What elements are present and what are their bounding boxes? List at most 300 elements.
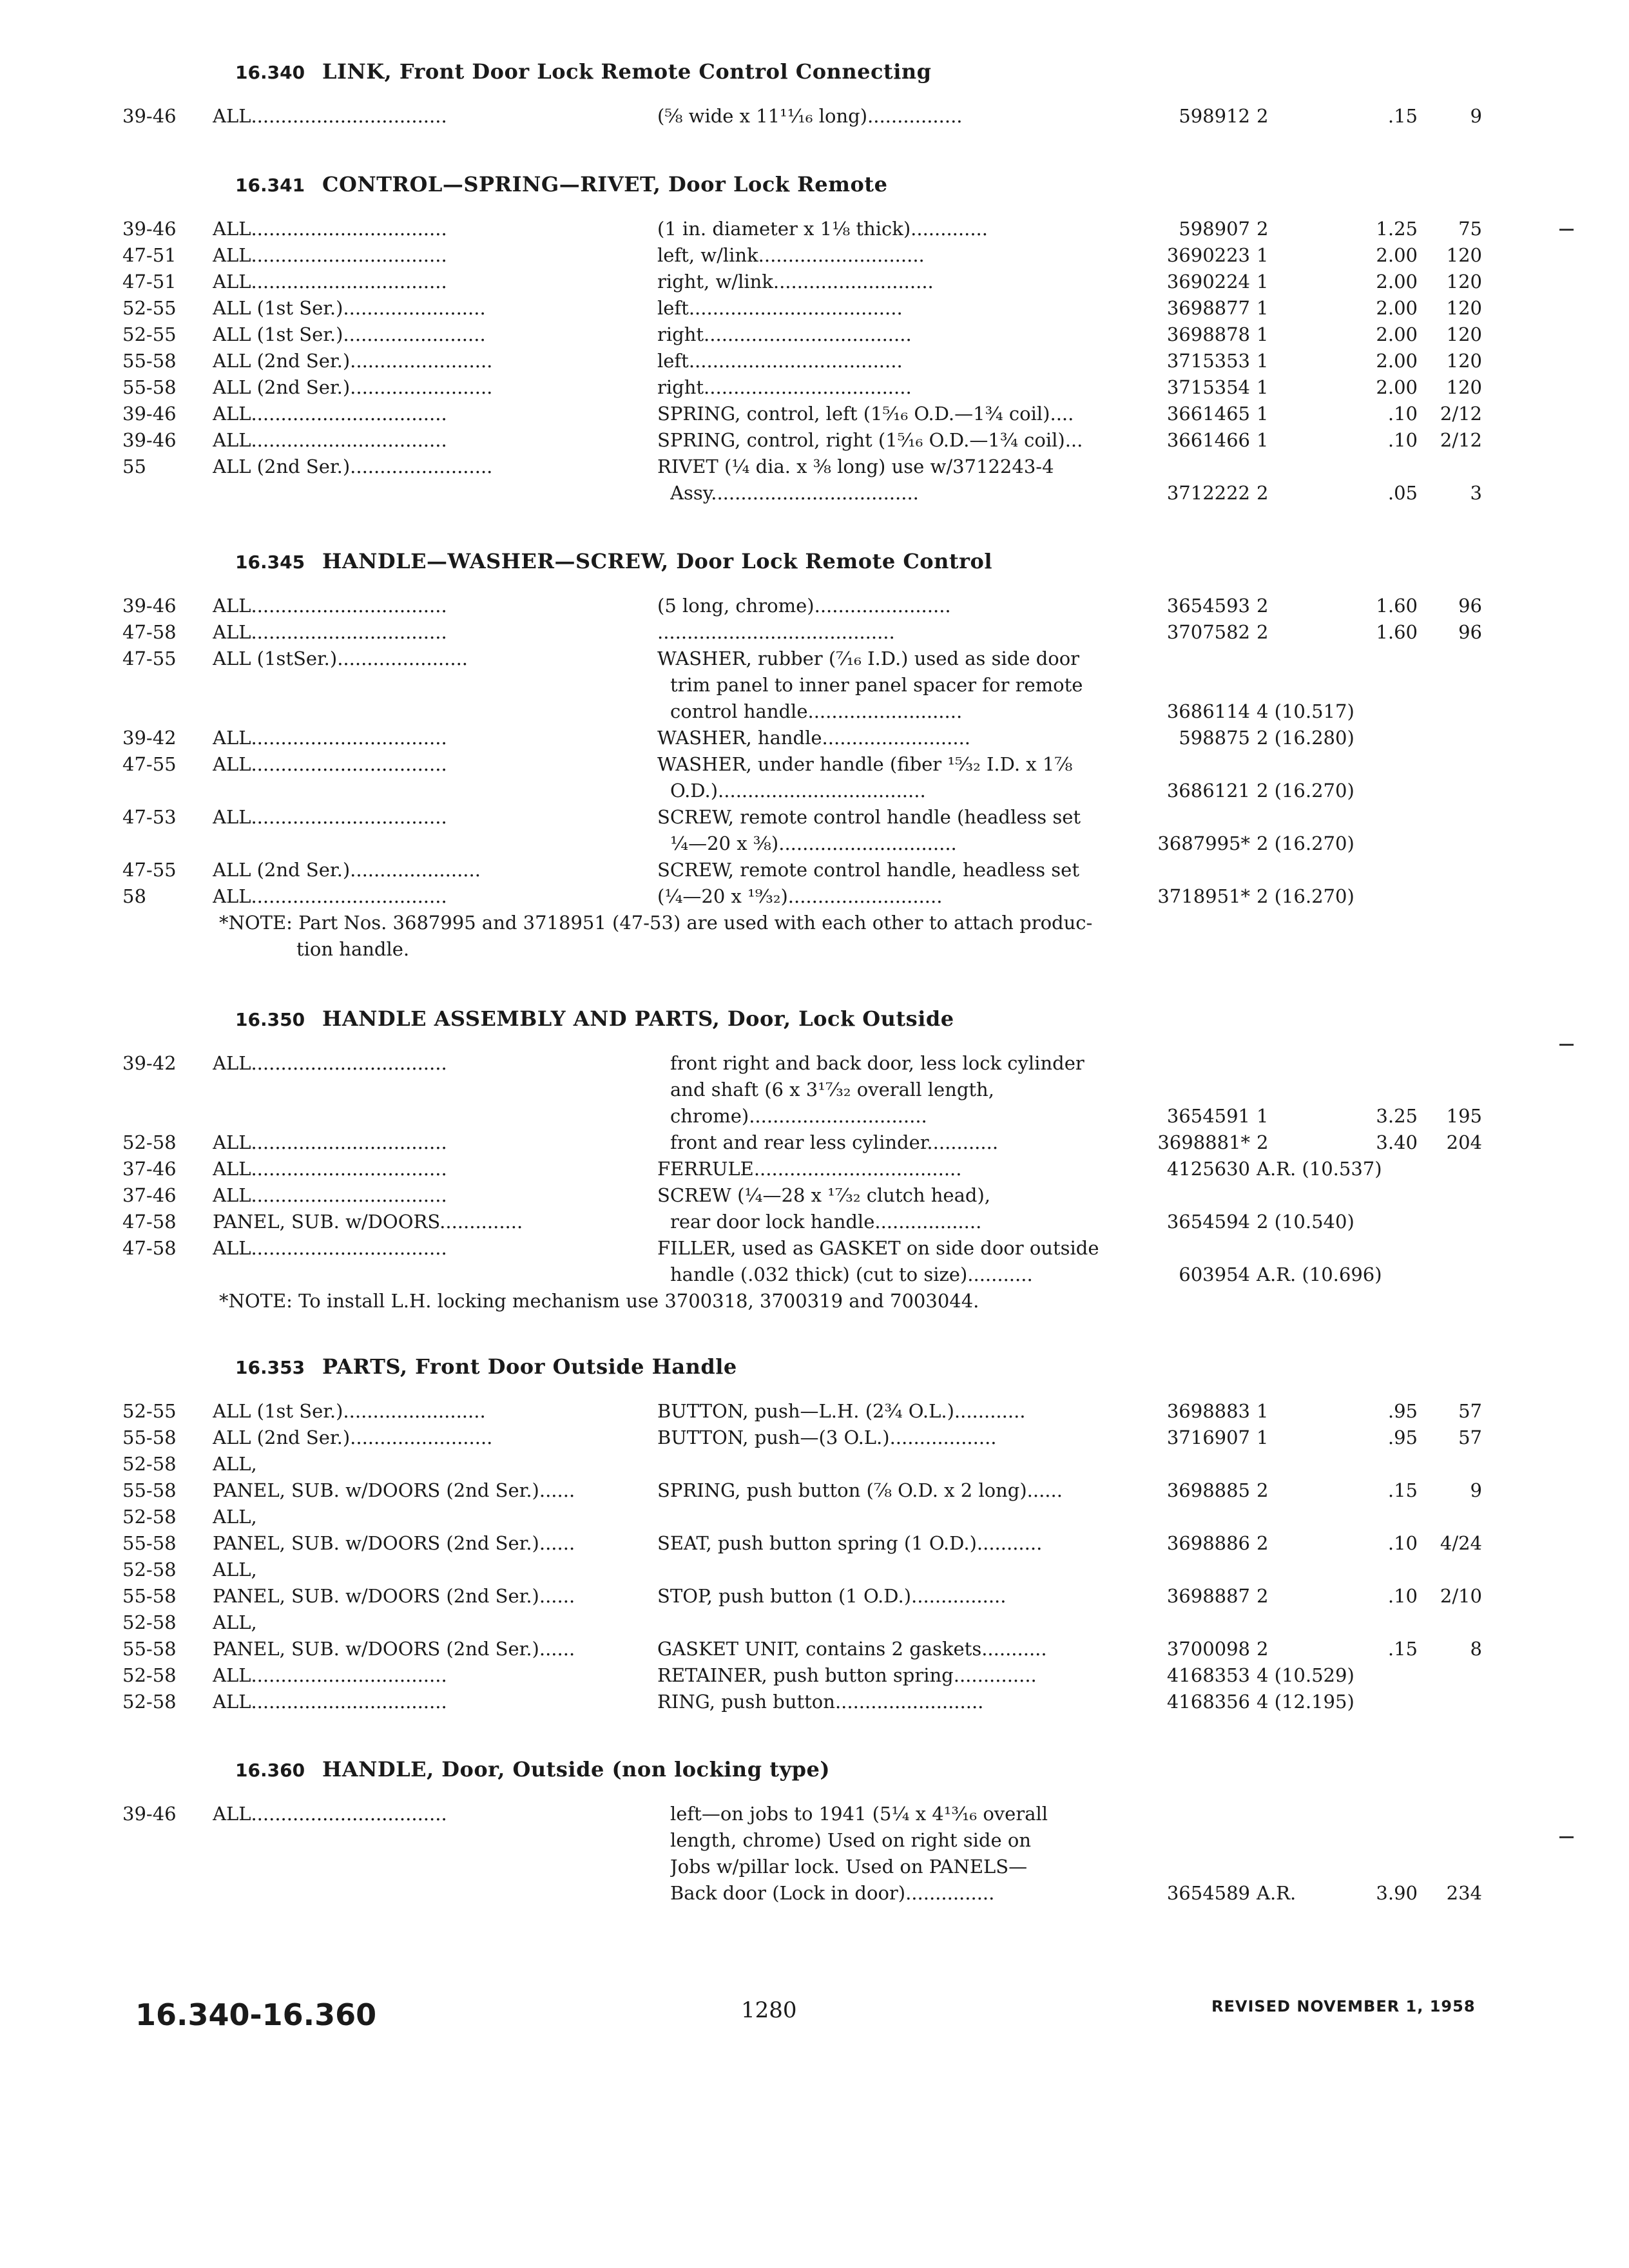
model-years: 47-58 (122, 621, 177, 643)
part-number: 3698885 (1166, 1479, 1250, 1501)
model-years: 52-58 (122, 1611, 177, 1633)
list-price: .10 (1387, 403, 1418, 425)
package-quantity: 57 (1458, 1427, 1482, 1448)
parts-row (122, 1827, 1489, 1854)
part-description: GASKET UNIT, contains 2 gaskets........... (657, 1638, 1047, 1660)
parts-row (122, 427, 1489, 454)
application: ALL, (213, 1453, 257, 1475)
part-description: left, w/link............................ (657, 244, 925, 266)
parts-row (122, 1077, 1489, 1103)
section-heading (122, 171, 1489, 216)
section-title: HANDLE—WASHER—SCREW, Door Lock Remote Control (322, 549, 993, 573)
part-number: 3698887 (1166, 1585, 1250, 1607)
part-description: left—on jobs to 1941 (5¼ x 4¹³⁄₁₆ overall (670, 1803, 1048, 1825)
section-note (219, 1288, 1121, 1314)
quantity: 2 (1257, 621, 1269, 643)
quantity: 2 (1257, 105, 1269, 127)
section-heading (122, 1005, 1489, 1050)
quantity: 2 (1257, 1532, 1269, 1554)
quantity: 1 (1257, 403, 1269, 425)
quantity: 2 (1257, 218, 1269, 240)
list-price: 2.00 (1376, 376, 1418, 398)
part-description: front and rear less cylinder............ (670, 1131, 999, 1153)
catalog-section (122, 1756, 1489, 1907)
quantity: 2 (1257, 1131, 1269, 1153)
parts-row (122, 103, 1489, 130)
parts-row (122, 1504, 1489, 1530)
package-quantity: 120 (1446, 376, 1482, 398)
catalog-section (122, 171, 1489, 506)
package-quantity: 2/10 (1440, 1585, 1482, 1607)
list-price: .15 (1387, 1479, 1418, 1501)
part-description: chrome).............................. (670, 1105, 927, 1127)
catalog-section (122, 58, 1489, 130)
catalog-section (122, 1005, 1489, 1314)
application: PANEL, SUB. w/DOORS (2nd Ser.)...... (213, 1479, 575, 1501)
quantity: 1 (1257, 1105, 1269, 1127)
application: ALL................................. (213, 1131, 447, 1153)
model-years: 39-42 (122, 1052, 177, 1074)
application: ALL................................. (213, 1664, 447, 1686)
parts-row (122, 374, 1489, 401)
part-description: left.................................... (657, 350, 903, 372)
application: ALL (2nd Ser.)........................ (213, 456, 493, 477)
part-description: SPRING, control, left (1⁵⁄₁₆ O.D.—1¾ coil).... (657, 403, 1074, 425)
list-price: 3.40 (1376, 1131, 1418, 1153)
quantity: 4 (10.517) (1257, 700, 1354, 722)
application: ALL (2nd Ser.)........................ (213, 376, 493, 398)
parts-row (122, 804, 1489, 831)
section-title: CONTROL—SPRING—RIVET, Door Lock Remote (322, 172, 888, 197)
parts-row (122, 1689, 1489, 1715)
package-quantity: 120 (1446, 350, 1482, 372)
quantity: 2 (16.280) (1257, 727, 1354, 749)
part-description: Jobs w/pillar lock. Used on PANELS— (670, 1856, 1028, 1878)
list-price: 1.60 (1376, 595, 1418, 617)
quantity: 2 (1257, 1638, 1269, 1660)
part-description: WASHER, under handle (fiber ¹⁵⁄₃₂ I.D. x 1⅞ (657, 753, 1073, 775)
note-line: *NOTE: To install L.H. locking mechanism use 3700318, 3700319 and 7003044. (219, 1290, 979, 1312)
part-number: 3715353 (1166, 350, 1250, 372)
application: ALL (2nd Ser.)........................ (213, 350, 493, 372)
parts-row (122, 1801, 1489, 1827)
quantity: 1 (1257, 350, 1269, 372)
quantity: 2 (16.270) (1257, 832, 1354, 854)
parts-row (122, 269, 1489, 295)
package-quantity: 120 (1446, 271, 1482, 293)
package-quantity: 4/24 (1440, 1532, 1482, 1554)
margin-mark (1559, 1044, 1574, 1046)
model-years: 39-46 (122, 218, 177, 240)
model-years: 55-58 (122, 1638, 177, 1660)
parts-row (122, 1636, 1489, 1662)
part-number: 3712222 (1166, 482, 1250, 504)
part-number: 3654593 (1166, 595, 1250, 617)
application: ALL................................. (213, 1052, 447, 1074)
part-number: 3661466 (1166, 429, 1250, 451)
model-years: 37-46 (122, 1158, 177, 1180)
list-price: 2.00 (1376, 244, 1418, 266)
part-description: BUTTON, push—(3 O.L.).................. (657, 1427, 997, 1448)
quantity: 1 (1257, 297, 1269, 319)
part-description: control handle.......................... (670, 700, 963, 722)
note-line: *NOTE: Part Nos. 3687995 and 3718951 (47-53) are used with each other to attach produc- (219, 912, 1093, 934)
package-quantity: 96 (1458, 595, 1482, 617)
part-number: 598907 (1179, 218, 1250, 240)
parts-row (122, 295, 1489, 322)
application: ALL................................. (213, 753, 447, 775)
application: ALL................................. (213, 244, 447, 266)
note-line: tion handle. (296, 938, 410, 960)
part-number: 4125630 (1166, 1158, 1250, 1180)
parts-row (122, 1557, 1489, 1583)
parts-row (122, 831, 1489, 857)
part-description: handle (.032 thick) (cut to size)........... (670, 1264, 1033, 1285)
application: ALL, (213, 1611, 257, 1633)
model-years: 37-46 (122, 1184, 177, 1206)
list-price: .10 (1387, 1585, 1418, 1607)
list-price: 3.90 (1376, 1882, 1418, 1904)
package-quantity: 96 (1458, 621, 1482, 643)
quantity: 1 (1257, 376, 1269, 398)
quantity: 1 (1257, 429, 1269, 451)
application: ALL................................. (213, 885, 447, 907)
parts-row (122, 1477, 1489, 1504)
quantity: 2 (1257, 1585, 1269, 1607)
package-quantity: 3 (1470, 482, 1482, 504)
part-number: 3686114 (1166, 700, 1250, 722)
parts-row (122, 1209, 1489, 1235)
part-description: (⅝ wide x 11¹¹⁄₁₆ long)................ (657, 105, 963, 127)
quantity: 4 (10.529) (1257, 1664, 1354, 1686)
application: ALL................................. (213, 105, 447, 127)
model-years: 47-58 (122, 1211, 177, 1233)
quantity: 2 (1257, 595, 1269, 617)
application: ALL................................. (213, 1237, 447, 1259)
parts-row (122, 1610, 1489, 1636)
parts-row (122, 480, 1489, 506)
list-price: .15 (1387, 105, 1418, 127)
model-years: 39-46 (122, 105, 177, 127)
part-description: and shaft (6 x 3¹⁷⁄₃₂ overall length, (670, 1079, 994, 1100)
parts-row (122, 778, 1489, 804)
section-range-code: 16.340-16.360 (135, 1997, 377, 2032)
parts-row (122, 883, 1489, 910)
parts-row (122, 1583, 1489, 1610)
part-description: BUTTON, push—L.H. (2¾ O.L.)............ (657, 1400, 1026, 1422)
package-quantity: 120 (1446, 297, 1482, 319)
part-number: 3715354 (1166, 376, 1250, 398)
parts-row (122, 348, 1489, 374)
parts-row (122, 1530, 1489, 1557)
parts-row (122, 1182, 1489, 1209)
part-number: 3686121 (1166, 780, 1250, 802)
application: PANEL, SUB. w/DOORS (2nd Ser.)...... (213, 1638, 575, 1660)
part-description: right................................... (657, 376, 912, 398)
package-quantity: 75 (1458, 218, 1482, 240)
list-price: 2.00 (1376, 271, 1418, 293)
part-description: O.D.)................................... (670, 780, 926, 802)
model-years: 52-55 (122, 323, 177, 345)
part-description: RING, push button......................... (657, 1691, 984, 1713)
parts-row (122, 1451, 1489, 1477)
section-title: LINK, Front Door Lock Remote Control Connecting (322, 59, 932, 84)
part-description: FILLER, used as GASKET on side door outside (657, 1237, 1099, 1259)
application: ALL................................. (213, 1158, 447, 1180)
model-years: 52-58 (122, 1506, 177, 1528)
part-number: 598875 (1179, 727, 1250, 749)
package-quantity: 234 (1446, 1882, 1482, 1904)
application: ALL................................. (213, 403, 447, 425)
model-years: 52-58 (122, 1559, 177, 1581)
list-price: 2.00 (1376, 350, 1418, 372)
list-price: 1.60 (1376, 621, 1418, 643)
quantity: 4 (12.195) (1257, 1691, 1354, 1713)
list-price: .95 (1387, 1427, 1418, 1448)
quantity: 2 (1257, 482, 1269, 504)
revision-date: REVISED NOVEMBER 1, 1958 (1211, 1997, 1476, 2015)
quantity: 1 (1257, 1400, 1269, 1422)
application: ALL................................. (213, 621, 447, 643)
quantity: 1 (1257, 271, 1269, 293)
application: PANEL, SUB. w/DOORS (2nd Ser.)...... (213, 1585, 575, 1607)
package-quantity: 120 (1446, 323, 1482, 345)
package-quantity: 120 (1446, 244, 1482, 266)
quantity: A.R. (10.696) (1257, 1264, 1382, 1285)
part-description: WASHER, handle......................... (657, 727, 971, 749)
part-description: trim panel to inner panel spacer for remote (670, 674, 1083, 696)
model-years: 55-58 (122, 1585, 177, 1607)
application: ALL................................. (213, 1803, 447, 1825)
parts-row (122, 698, 1489, 725)
model-years: 52-55 (122, 297, 177, 319)
model-years: 55-58 (122, 1479, 177, 1501)
part-description: right................................... (657, 323, 912, 345)
model-years: 55-58 (122, 376, 177, 398)
part-description: front right and back door, less lock cylinder (670, 1052, 1084, 1074)
parts-row (122, 725, 1489, 751)
parts-row (122, 1103, 1489, 1129)
model-years: 55-58 (122, 350, 177, 372)
part-number: 3698883 (1166, 1400, 1250, 1422)
package-quantity: 2/12 (1440, 403, 1482, 425)
quantity: 2 (1257, 1479, 1269, 1501)
part-description: (1 in. diameter x 1⅛ thick)............. (657, 218, 988, 240)
model-years: 52-58 (122, 1131, 177, 1153)
model-years: 52-58 (122, 1691, 177, 1713)
section-number: 16.360 (235, 1760, 305, 1781)
parts-row (122, 1156, 1489, 1182)
page-number: 1280 (741, 1997, 797, 2023)
quantity: 1 (1257, 323, 1269, 345)
section-number: 16.350 (235, 1009, 305, 1030)
part-description: SCREW, remote control handle, headless set (657, 859, 1079, 881)
list-price: .10 (1387, 429, 1418, 451)
part-description: STOP, push button (1 O.D.)................ (657, 1585, 1007, 1607)
part-description: length, chrome) Used on right side on (670, 1829, 1031, 1851)
section-heading (122, 1756, 1489, 1801)
model-years: 47-55 (122, 648, 177, 669)
part-number: 3698881* (1157, 1131, 1250, 1153)
part-description: (¼—20 x ¹⁹⁄₃₂).......................... (657, 885, 943, 907)
parts-row (122, 1425, 1489, 1451)
application: ALL................................. (213, 806, 447, 828)
quantity: 2 (16.270) (1257, 780, 1354, 802)
application: ALL (2nd Ser.)...................... (213, 859, 481, 881)
part-number: 3698878 (1166, 323, 1250, 345)
model-years: 55-58 (122, 1427, 177, 1448)
parts-row (122, 216, 1489, 242)
part-description: FERRULE................................... (657, 1158, 962, 1180)
section-title: HANDLE ASSEMBLY AND PARTS, Door, Lock Outside (322, 1006, 954, 1031)
model-years: 52-55 (122, 1400, 177, 1422)
package-quantity: 195 (1446, 1105, 1482, 1127)
application: ALL, (213, 1506, 257, 1528)
section-note (219, 910, 1121, 963)
part-description: SCREW, remote control handle (headless set (657, 806, 1081, 828)
section-number: 16.341 (235, 175, 305, 196)
section-title: PARTS, Front Door Outside Handle (322, 1354, 737, 1379)
section-number: 16.340 (235, 62, 305, 83)
part-description: (5 long, chrome)....................... (657, 595, 951, 617)
parts-row (122, 672, 1489, 698)
application: ALL (1st Ser.)........................ (213, 1400, 486, 1422)
part-number: 4168353 (1166, 1664, 1250, 1686)
package-quantity: 2/12 (1440, 429, 1482, 451)
part-number: 4168356 (1166, 1691, 1250, 1713)
package-quantity: 9 (1470, 105, 1482, 127)
model-years: 39-46 (122, 403, 177, 425)
application: ALL................................. (213, 429, 447, 451)
parts-row (122, 1880, 1489, 1907)
part-description: rear door lock handle.................. (670, 1211, 982, 1233)
part-number: 3707582 (1166, 621, 1250, 643)
model-years: 47-58 (122, 1237, 177, 1259)
list-price: .15 (1387, 1638, 1418, 1660)
package-quantity: 9 (1470, 1479, 1482, 1501)
application: ALL................................. (213, 727, 447, 749)
list-price: .05 (1387, 482, 1418, 504)
parts-row (122, 1662, 1489, 1689)
model-years: 55-58 (122, 1532, 177, 1554)
list-price: 2.00 (1376, 323, 1418, 345)
quantity: A.R. (1257, 1882, 1296, 1904)
model-years: 47-55 (122, 753, 177, 775)
model-years: 47-53 (122, 806, 177, 828)
parts-row (122, 401, 1489, 427)
part-description: ¼—20 x ⅜).............................. (670, 832, 957, 854)
section-heading (122, 548, 1489, 593)
model-years: 47-51 (122, 244, 177, 266)
model-years: 47-51 (122, 271, 177, 293)
part-description: RETAINER, push button spring.............. (657, 1664, 1037, 1686)
parts-row (122, 857, 1489, 883)
parts-row (122, 322, 1489, 348)
application: PANEL, SUB. w/DOORS.............. (213, 1211, 523, 1233)
quantity: 1 (1257, 244, 1269, 266)
model-years: 52-58 (122, 1664, 177, 1686)
part-number: 3654589 (1166, 1882, 1250, 1904)
part-description: SEAT, push button spring (1 O.D.)........... (657, 1532, 1043, 1554)
part-number: 3661465 (1166, 403, 1250, 425)
application: ALL................................. (213, 1691, 447, 1713)
list-price: 1.25 (1376, 218, 1418, 240)
part-number: 3690223 (1166, 244, 1250, 266)
part-number: 3700098 (1166, 1638, 1250, 1660)
part-description: left.................................... (657, 297, 903, 319)
model-years: 58 (122, 885, 146, 907)
package-quantity: 57 (1458, 1400, 1482, 1422)
part-number: 3654594 (1166, 1211, 1250, 1233)
list-price: .95 (1387, 1400, 1418, 1422)
parts-row (122, 751, 1489, 778)
section-title: HANDLE, Door, Outside (non locking type) (322, 1757, 830, 1782)
part-description: RIVET (¼ dia. x ⅜ long) use w/3712243-4 (657, 456, 1054, 477)
parts-row (122, 593, 1489, 619)
package-quantity: 204 (1446, 1131, 1482, 1153)
part-description: Assy................................... (670, 482, 919, 504)
list-price: 2.00 (1376, 297, 1418, 319)
part-description: right, w/link........................... (657, 271, 934, 293)
part-description: SCREW (¼—28 x ¹⁷⁄₃₂ clutch head), (657, 1184, 990, 1206)
part-number: 598912 (1179, 105, 1250, 127)
part-number: 3654591 (1166, 1105, 1250, 1127)
model-years: 52-58 (122, 1453, 177, 1475)
parts-row (122, 619, 1489, 646)
application: ALL (1stSer.)...................... (213, 648, 468, 669)
part-description: SPRING, control, right (1⁵⁄₁₆ O.D.—1¾ coil)... (657, 429, 1083, 451)
application: ALL................................. (213, 1184, 447, 1206)
application: ALL................................. (213, 595, 447, 617)
quantity: 1 (1257, 1427, 1269, 1448)
quantity: 2 (10.540) (1257, 1211, 1354, 1233)
application: ALL................................. (213, 271, 447, 293)
section-heading (122, 1353, 1489, 1398)
list-price: 3.25 (1376, 1105, 1418, 1127)
catalog-section (122, 1353, 1489, 1715)
parts-row (122, 1235, 1489, 1262)
parts-row (122, 1854, 1489, 1880)
margin-mark (1559, 1836, 1574, 1838)
part-number: 3687995* (1157, 832, 1250, 854)
parts-row (122, 1050, 1489, 1077)
application: ALL (1st Ser.)........................ (213, 297, 486, 319)
parts-row (122, 646, 1489, 672)
parts-row (122, 1262, 1489, 1288)
part-number: 603954 (1179, 1264, 1250, 1285)
parts-row (122, 1129, 1489, 1156)
part-description: ........................................ (657, 621, 895, 643)
margin-mark (1559, 229, 1574, 231)
catalog-section (122, 548, 1489, 963)
part-number: 3718951* (1157, 885, 1250, 907)
model-years: 47-55 (122, 859, 177, 881)
part-description: Back door (Lock in door)............... (670, 1882, 995, 1904)
application: ALL (1st Ser.)........................ (213, 323, 486, 345)
part-number: 3698877 (1166, 297, 1250, 319)
part-number: 3698886 (1166, 1532, 1250, 1554)
part-number: 3690224 (1166, 271, 1250, 293)
section-heading (122, 58, 1489, 103)
part-description: SPRING, push button (⅞ O.D. x 2 long)...... (657, 1479, 1063, 1501)
part-number: 3716907 (1166, 1427, 1250, 1448)
model-years: 39-46 (122, 595, 177, 617)
model-years: 39-46 (122, 1803, 177, 1825)
application: ALL (2nd Ser.)........................ (213, 1427, 493, 1448)
model-years: 39-42 (122, 727, 177, 749)
quantity: 2 (16.270) (1257, 885, 1354, 907)
model-years: 55 (122, 456, 146, 477)
